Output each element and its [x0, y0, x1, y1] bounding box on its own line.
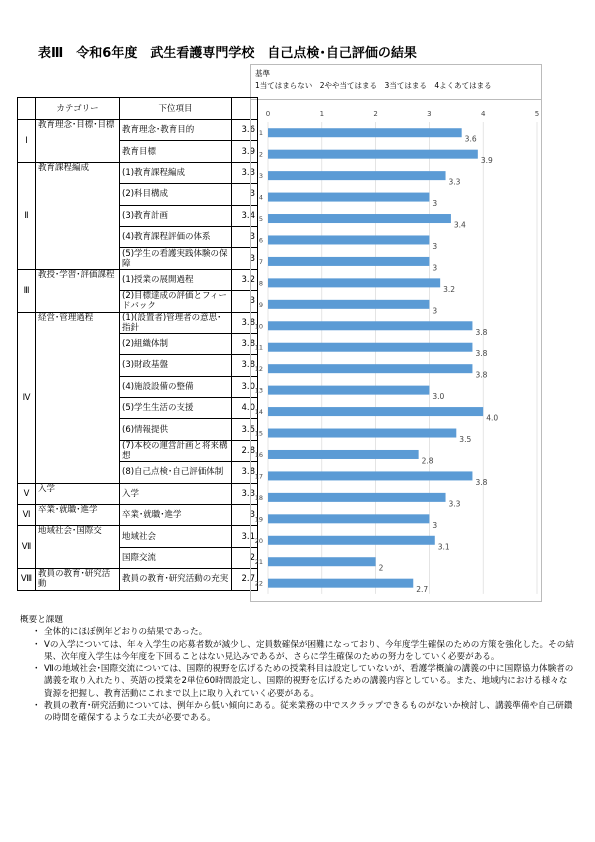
- table-row: [18, 483, 258, 504]
- table-row: [18, 162, 258, 183]
- bar: [268, 171, 446, 180]
- y-tick-label: 19: [254, 515, 263, 524]
- category-cell: 卒業･就職･進学: [36, 505, 120, 526]
- value-cell: 3.8: [232, 333, 258, 354]
- bar: [268, 493, 446, 502]
- sub-item-cell: (3)財政基盤: [120, 355, 232, 376]
- data-label: 3.3: [448, 177, 461, 187]
- data-label: 3.8: [475, 370, 488, 380]
- table-header-row: [18, 98, 258, 120]
- category-cell: 教授･学習･評価課程: [36, 269, 120, 312]
- data-label: 3.4: [453, 220, 466, 230]
- bar: [268, 214, 451, 223]
- sub-item-cell: 教員の教育･研究活動の充実: [120, 569, 232, 590]
- value-cell: 3.3: [232, 483, 258, 504]
- y-tick-label: 5: [258, 215, 263, 224]
- table-row: [18, 505, 258, 526]
- bar: [268, 193, 429, 202]
- value-cell: 3.1: [232, 526, 258, 547]
- evaluation-table: [17, 97, 258, 591]
- y-tick-label: 6: [258, 236, 263, 245]
- data-label: 3.8: [475, 477, 488, 487]
- bar: [268, 128, 462, 137]
- section-number: Ⅵ: [18, 505, 36, 526]
- summary-heading: 概要と課題: [20, 615, 63, 625]
- y-tick-label: 21: [254, 558, 263, 567]
- sub-item-cell: 国際交流: [120, 547, 232, 568]
- bar: [268, 150, 478, 159]
- y-tick-label: 12: [254, 365, 263, 374]
- y-tick-label: 1: [258, 129, 263, 138]
- data-label: 3.9: [480, 156, 493, 166]
- table-row: [18, 526, 258, 547]
- data-label: 2.8: [421, 456, 434, 466]
- bar: [268, 300, 429, 309]
- sub-item-cell: (1)(設置者)管理者の意思･指針: [120, 312, 232, 333]
- value-cell: 3.6: [232, 120, 258, 141]
- data-label: 3.1: [437, 542, 450, 552]
- sub-item-cell: (4)教育課程評価の体系: [120, 226, 232, 247]
- y-tick-label: 9: [258, 300, 263, 309]
- sub-item-cell: 教育目標: [120, 141, 232, 162]
- chart-area: [250, 100, 542, 602]
- data-label: 3.5: [459, 435, 472, 445]
- value-cell: 3.0: [232, 376, 258, 397]
- sub-item-cell: (8)自己点検･自己評価体制: [120, 462, 232, 483]
- value-cell: 3: [232, 226, 258, 247]
- summary-item: ・ Ⅴの入学については、年々入学生の応募者数が減少し、定員数確保が困難になっており、今年度学生確保のための方策を強化した。その結果、次年度入学生は今年度を下回ることはない見込みであるが、さらに学生確保のための努力をしていく必要がある。: [34, 639, 575, 664]
- section-number: Ⅴ: [18, 483, 36, 504]
- summary-section: [20, 614, 575, 725]
- value-cell: 3.8: [232, 355, 258, 376]
- y-tick-label: 3: [258, 172, 263, 181]
- sub-item-cell: (2)目標達成の評価とフィードバック: [120, 291, 232, 312]
- bar: [268, 257, 429, 266]
- y-tick-label: 20: [254, 536, 263, 545]
- x-tick-label: 0: [265, 110, 271, 118]
- y-tick-label: 22: [254, 579, 263, 588]
- table-row: [18, 269, 258, 290]
- bar: [268, 450, 419, 459]
- legend-scale: 1当てはまらない 2やや当てはまる 3当てはまる 4よくあてはまる: [255, 81, 492, 90]
- data-label: 3.3: [448, 499, 461, 509]
- page-title: 表Ⅲ 令和6年度 武生看護専門学校 自己点検･自己評価の結果: [38, 46, 417, 61]
- bar: [268, 429, 456, 438]
- value-cell: 3.8: [232, 462, 258, 483]
- x-tick-label: 2: [373, 110, 378, 118]
- data-label: 3.6: [464, 134, 477, 144]
- table-row: [18, 569, 258, 590]
- value-cell: 3: [232, 184, 258, 205]
- category-header: カテゴリー: [36, 98, 120, 120]
- value-cell: 2.8: [232, 440, 258, 461]
- chart-legend: [250, 64, 542, 100]
- sub-item-cell: (5)学生生活の支援: [120, 398, 232, 419]
- sub-item-cell: (4)施設設備の整備: [120, 376, 232, 397]
- sub-item-cell: (1)教育課程編成: [120, 162, 232, 183]
- value-cell: 3: [232, 505, 258, 526]
- value-cell: 3.8: [232, 312, 258, 333]
- y-tick-label: 4: [258, 193, 263, 202]
- summary-list: [20, 626, 575, 724]
- y-tick-label: 18: [254, 493, 263, 502]
- value-cell: 3.3: [232, 162, 258, 183]
- summary-item: ・ 全体的にほぼ例年どおりの結果であった。: [34, 626, 575, 638]
- bar: [268, 386, 429, 395]
- sub-item-cell: (7)本校の運営計画と将来構想: [120, 440, 232, 461]
- summary-item: ・ Ⅶの地域社会･国際交流については、国際的視野を広げるための授業科目は設定していないが、看護学概論の講義の中に国際協力体験者の講義を取り入れたり、英語の授業を2単位60時間設定し、国際的視野を広げるための講義内容としている。また、地域内における様々な資源を把握し、教育活動にこれまで以上に取り入れていく必要がある。: [34, 663, 575, 700]
- bar: [268, 407, 483, 416]
- data-label: 3: [432, 520, 438, 530]
- section-number: Ⅱ: [18, 162, 36, 269]
- data-label: 4.0: [486, 413, 499, 423]
- sub-item-cell: (6)情報提供: [120, 419, 232, 440]
- value-cell: 4.0: [232, 398, 258, 419]
- bar: [268, 557, 376, 566]
- summary-item: ・ 教員の教育･研究活動については、例年から低い傾向にある。従来業務の中でスクラップできるものがないか検討し、講義準備や自己研鑽の時間を確保するような工夫が必要である。: [34, 700, 575, 725]
- sub-item-cell: (5)学生の看護実践体験の保障: [120, 248, 232, 269]
- category-cell: 地域社会･国際交: [36, 526, 120, 569]
- table-row: [18, 120, 258, 141]
- y-tick-label: 7: [258, 257, 263, 266]
- value-cell: 3.5: [232, 419, 258, 440]
- sub-item-cell: 地域社会: [120, 526, 232, 547]
- table-row: [18, 312, 258, 333]
- y-tick-label: 15: [254, 429, 263, 438]
- sub-item-header: 下位項目: [120, 98, 232, 120]
- value-cell: 3.4: [232, 205, 258, 226]
- y-tick-label: 10: [254, 322, 263, 331]
- legend-heading: 基準: [255, 69, 270, 78]
- section-number: Ⅳ: [18, 312, 36, 483]
- bar: [268, 471, 472, 480]
- table-body: [18, 120, 258, 591]
- data-label: 3: [432, 241, 438, 251]
- y-tick-label: 16: [254, 450, 263, 459]
- y-tick-label: 13: [254, 386, 263, 395]
- sub-item-cell: 入学: [120, 483, 232, 504]
- value-cell: 2: [232, 547, 258, 568]
- x-tick-label: 1: [319, 110, 325, 118]
- y-tick-label: 11: [254, 343, 263, 352]
- bar: [268, 235, 429, 244]
- sub-item-cell: 卒業･就職･進学: [120, 505, 232, 526]
- bar: [268, 343, 472, 352]
- section-number: Ⅰ: [18, 120, 36, 163]
- data-label: 3: [432, 199, 438, 209]
- section-number: Ⅷ: [18, 569, 36, 590]
- y-tick-label: 2: [258, 150, 263, 159]
- bar: [268, 321, 472, 330]
- sub-item-cell: (2)組織体制: [120, 333, 232, 354]
- data-label: 3.8: [475, 349, 488, 359]
- sub-item-cell: (2)科目構成: [120, 184, 232, 205]
- roman-header: [18, 98, 36, 120]
- x-tick-label: 4: [480, 110, 486, 118]
- data-label: 2: [378, 563, 384, 573]
- data-label: 2.7: [416, 585, 429, 595]
- y-tick-label: 17: [254, 472, 263, 481]
- category-cell: 教育理念･目標･目標: [36, 120, 120, 163]
- sub-item-cell: (3)教育計画: [120, 205, 232, 226]
- value-cell: 3.2: [232, 269, 258, 290]
- y-tick-label: 14: [254, 408, 263, 417]
- data-label: 3.8: [475, 327, 488, 337]
- category-cell: 教育課程編成: [36, 162, 120, 269]
- x-tick-label: 3: [427, 110, 432, 118]
- section-number: Ⅶ: [18, 526, 36, 569]
- x-tick-label: 5: [534, 110, 540, 118]
- sub-item-cell: (1)授業の展開過程: [120, 269, 232, 290]
- data-label: 3: [432, 306, 438, 316]
- bar: [268, 278, 440, 287]
- y-tick-label: 8: [258, 279, 263, 288]
- sub-item-cell: 教育理念･教育目的: [120, 120, 232, 141]
- category-cell: 経営･管理過程: [36, 312, 120, 483]
- data-label: 3.2: [443, 284, 456, 294]
- section-number: Ⅲ: [18, 269, 36, 312]
- bar: [268, 579, 413, 588]
- value-cell: 3.9: [232, 141, 258, 162]
- bar-chart: [251, 100, 543, 602]
- bar: [268, 364, 472, 373]
- data-label: 3.0: [432, 392, 445, 402]
- bar: [268, 514, 429, 523]
- data-label: 3: [432, 263, 438, 273]
- value-cell: 3: [232, 248, 258, 269]
- category-cell: 教員の教育･研究活動: [36, 569, 120, 590]
- bar: [268, 536, 435, 545]
- value-cell: 3: [232, 291, 258, 312]
- category-cell: 入学: [36, 483, 120, 504]
- value-cell: 2.7: [232, 569, 258, 590]
